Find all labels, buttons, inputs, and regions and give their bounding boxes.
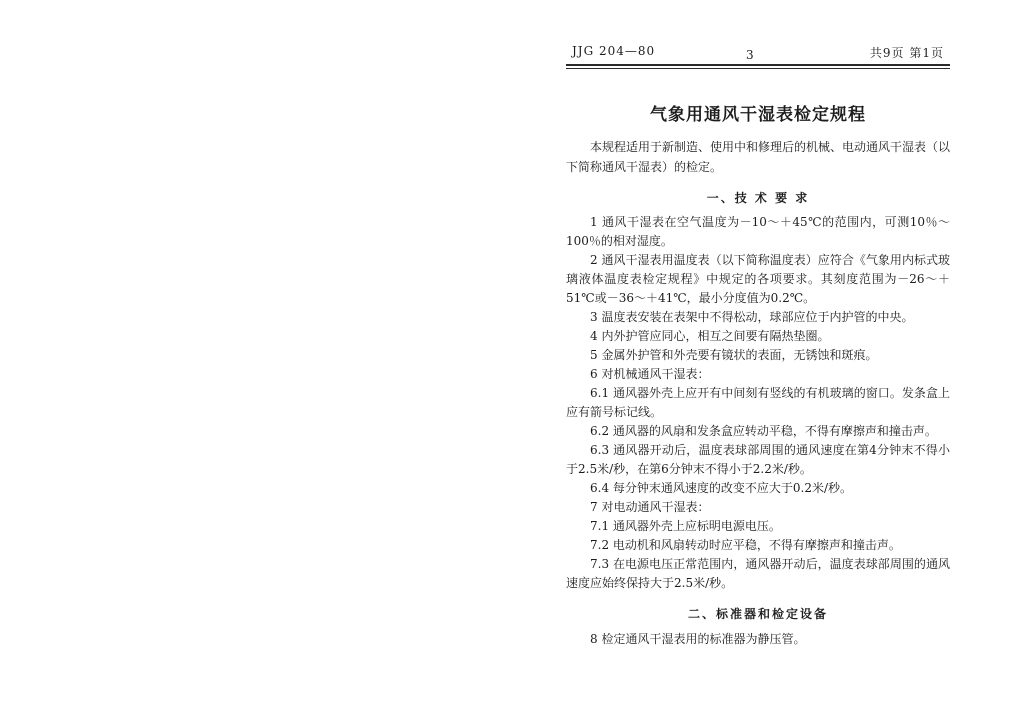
item-6-2: 6.2 通风器的风扇和发条盒应转动平稳，不得有摩擦声和撞击声。 — [590, 424, 937, 438]
header-rule-thick — [566, 64, 950, 66]
item-5: 5 金属外护管和外壳要有镜状的表面，无锈蚀和斑痕。 — [590, 348, 878, 362]
item-7-2: 7.2 电动机和风扇转动时应平稳，不得有摩擦声和撞击声。 — [590, 538, 901, 552]
item-7-1: 7.1 通风器外壳上应标明电源电压。 — [590, 519, 781, 533]
item-1: 1 通风干湿表在空气温度为－10～＋45℃的范围内，可测10％～100％的相对湿度。 — [566, 215, 950, 248]
item-6-4: 6.4 每分钟末通风速度的改变不应大于0.2米/秒。 — [590, 481, 853, 495]
item-6-1: 6.1 通风器外壳上应开有中间刻有竖线的有机玻璃的窗口。发条盒上应有箭号标记线。 — [566, 386, 950, 419]
intro-paragraph: 本规程适用于新制造、使用中和修理后的机械、电动通风干湿表（以下简称通风干湿表）的检定。 — [566, 140, 951, 174]
item-4: 4 内外护管应同心，相互之间要有隔热垫圈。 — [590, 329, 830, 343]
item-3: 3 温度表安装在表架中不得松动，球部应位于内护管的中央。 — [590, 310, 914, 324]
item-8: 8 检定通风干湿表用的标准器为静压管。 — [590, 632, 806, 646]
item-2: 2 通风干湿表用温度表（以下简称温度表）应符合《气象用内标式玻璃液体温度表检定规程》中规定的各项要求。其刻度范围为－26～＋51℃或－36～＋41℃，最小分度值为0.2℃。 — [566, 253, 950, 305]
item-6-3: 6.3 通风器开动后，温度表球部周围的通风速度在第4分钟末不得小于2.5米/秒，在第6分钟末不得小于2.2米/秒。 — [566, 443, 950, 476]
header-rule-thin — [566, 68, 950, 69]
document-page — [566, 40, 951, 646]
page-count: 共9页 第1页 — [869, 46, 944, 60]
item-7: 7 对电动通风干湿表： — [590, 500, 710, 514]
requirements-body — [566, 213, 950, 593]
page-header — [566, 40, 950, 62]
standard-code: JJG 204—80 — [572, 44, 656, 58]
section-heading-standards: 二、标准器和检定设备 — [687, 607, 828, 621]
section-heading-technical-requirements: 一、技 术 要 求 — [706, 191, 810, 205]
page-number: 3 — [746, 48, 755, 62]
item-6: 6 对机械通风干湿表： — [590, 367, 710, 381]
item-7-3: 7.3 在电源电压正常范围内，通风器开动后，温度表球部周围的通风速度应始终保持大于2.5米/秒。 — [566, 557, 950, 590]
document-title: 气象用通风干湿表检定规程 — [650, 105, 866, 125]
